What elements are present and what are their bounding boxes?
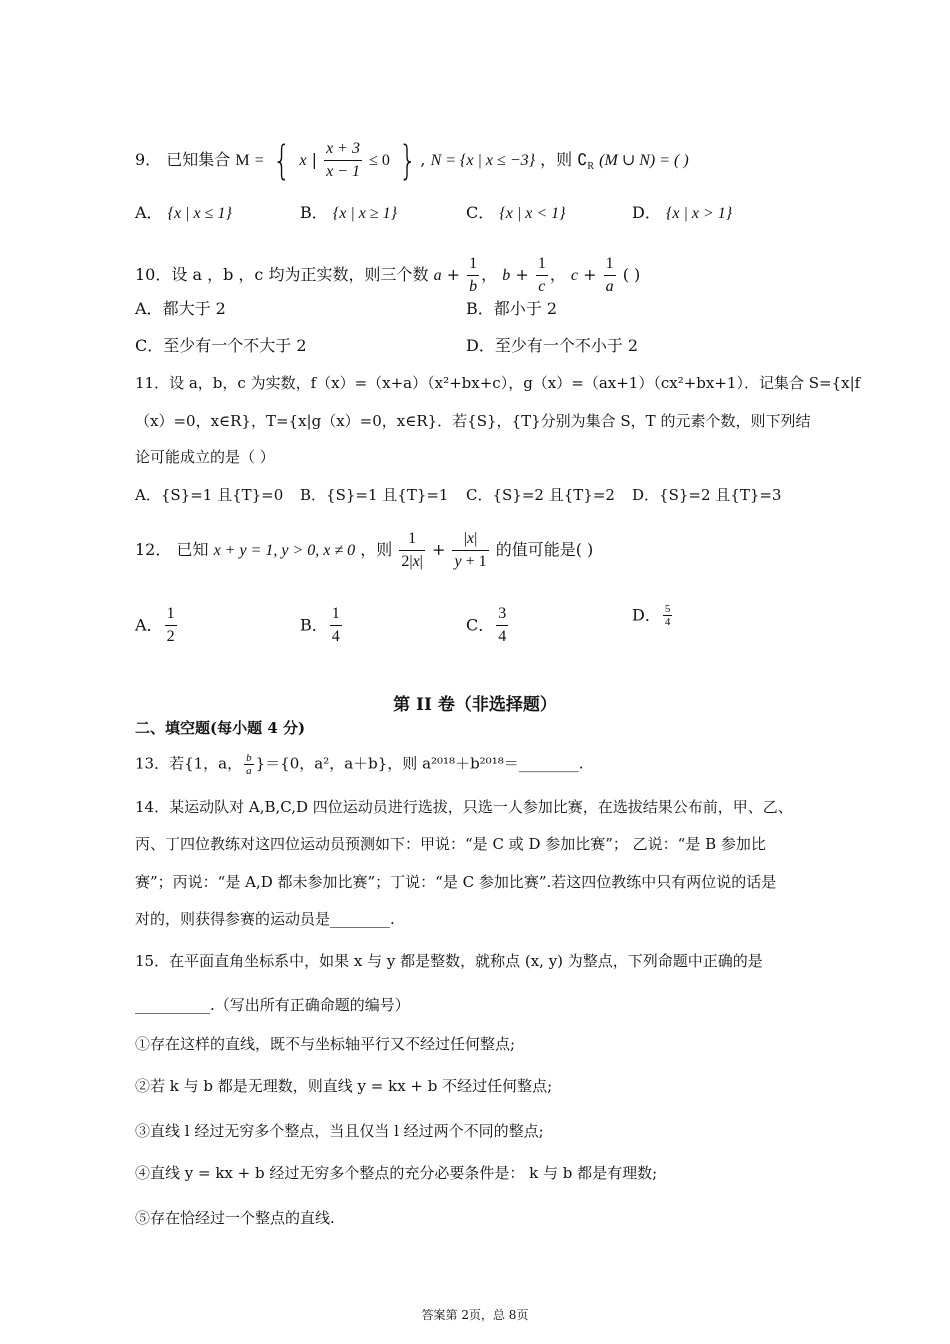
q12-frac-1: $\frac{1}{2|x|}$: [401, 530, 423, 570]
q15-item-4: ④直线 y = kx + b 经过无穷多个整点的充分必要条件是： k 与 b 都是有理数;: [135, 1164, 658, 1182]
q9-number: 9．: [135, 150, 162, 169]
q9-option-a: A． {x | x ≤ 1}: [135, 203, 232, 222]
q12-stem: 12． 已知 x + y = 1, y > 0, x ≠ 0 ，则 $\frac{1}{2|x|}$ + $\frac{|x|}{y + 1}$ 的值可能是( ): [135, 528, 593, 573]
q12-text-a: 已知: [176, 540, 209, 559]
q9-option-c: C． {x | x < 1}: [466, 203, 566, 222]
q15-item-3: ③直线 l 经过无穷多个整点，当且仅当 l 经过两个不同的整点;: [135, 1122, 544, 1140]
q11-option-c: C．{S}=2 且{T}=2: [466, 486, 615, 504]
q11-option-a: A．{S}=1 且{T}=0: [135, 486, 284, 504]
q14-line-1: 14．某运动队对 A,B,C,D 四位运动员进行选拔，只选一人参加比赛，在选拔结果公布前，甲、乙、: [135, 798, 793, 816]
q10-option-a: A．都大于 2: [135, 299, 226, 318]
q9-text-b: ，则: [540, 150, 573, 169]
q11-line-1: 11．设 a，b，c 为实数，f（x）=（x+a）（x²+bx+c），g（x）=（ax+1）（cx²+bx+1）．记集合 S={x|f: [135, 374, 861, 392]
q12-text-c: 的值可能是( ): [495, 540, 594, 559]
q13-prefix: 13．若{1，a，: [135, 754, 243, 773]
q10-frac-1: $\frac{1}{b}$: [469, 255, 478, 295]
section-title: 第 II 卷（非选择题）: [393, 695, 557, 715]
q12-frac-2: $\frac{|x|}{y + 1}$: [454, 530, 487, 570]
page-footer: 答案第 2页，总 8页: [421, 1308, 529, 1322]
q9-fraction: $\frac{x + 3}{x - 1}$: [326, 140, 360, 180]
q15-line-1: 15．在平面直角坐标系中，如果 x 与 y 都是整数，就称点 (x, y) 为整点，下列命题中正确的是: [135, 952, 763, 970]
q10-option-d: D．至少有一个不小于 2: [466, 336, 639, 355]
q9-option-b: B． {x | x ≥ 1}: [300, 203, 398, 222]
section-subtitle: 二、填空题(每小题 4 分): [135, 719, 306, 737]
q12-option-b: B． $\frac{1}{4}$: [300, 605, 340, 645]
q10-tail: ( ): [622, 265, 641, 284]
q13-middle: }＝{0，a²，a＋b}，则 a²⁰¹⁸＋b²⁰¹⁸＝________.: [255, 754, 584, 773]
q11-line-2: （x）=0，x∈R}，T={x|g（x）=0，x∈R}．若{S}，{T}分别为集合 S，T 的元素个数，则下列结: [135, 412, 811, 430]
q11-option-b: B．{S}=1 且{T}=1: [300, 486, 449, 504]
left-brace: {: [272, 137, 291, 184]
q12-option-a: A． $\frac{1}{2}$: [135, 605, 175, 645]
q14-line-4: 对的，则获得参赛的运动员是________.: [135, 910, 395, 928]
right-brace: }: [398, 137, 417, 184]
q15-line-2: __________.（写出所有正确命题的编号）: [135, 996, 410, 1014]
complement-symbol: ∁: [577, 152, 588, 169]
q10-stem: 10．设 a ，b ，c 均为正实数，则三个数 a + $\frac{1}{b}$ ， b + $\frac{1}{c}$ ， c + $\frac{1}{a}$ ( ): [135, 253, 640, 298]
q15-item-5: ⑤存在恰经过一个整点的直线.: [135, 1209, 335, 1227]
q15-item-2: ②若 k 与 b 都是无理数，则直线 y = kx + b 不经过任何整点;: [135, 1077, 553, 1095]
q11-line-3: 论可能成立的是（ ）: [135, 448, 275, 466]
q12-option-d: D． $\frac{5}{4}$: [632, 603, 671, 628]
q11-option-d: D．{S}=2 且{T}=3: [632, 486, 782, 504]
q10-number: 10．: [135, 265, 172, 284]
q12-condition: x + y = 1, y > 0, x ≠ 0: [213, 542, 356, 559]
q12-text-b: ，则: [360, 540, 393, 559]
q10-frac-3: $\frac{1}{a}$: [605, 255, 614, 295]
q9-expr: (M ∪ N) = ( ): [599, 152, 689, 169]
q12-number: 12．: [135, 540, 172, 559]
q12-option-c: C． $\frac{3}{4}$: [466, 605, 507, 645]
q9-set-m: M: [235, 152, 250, 169]
q10-text: 设 a ，b ，c 均为正实数，则三个数: [171, 265, 429, 284]
q9-text-a: 已知集合: [166, 150, 231, 169]
q13-frac: $\frac{b}{a}$: [246, 752, 252, 777]
q9-set-n: N = {x | x ≤ −3}: [430, 152, 536, 169]
q14-line-3: 赛”；丙说：“是 A,D 都未参加比赛”；丁说：“是 C 参加比赛”.若这四位教练中只有两位说的话是: [135, 873, 777, 891]
q9-option-d: D． {x | x > 1}: [632, 203, 733, 222]
q10-option-c: C．至少有一个不大于 2: [135, 336, 307, 355]
q14-line-2: 丙、丁四位教练对这四位运动员预测如下：甲说：“是 C 或 D 参加比赛”； 乙说：“是 B 参加比: [135, 835, 766, 853]
q13-line: [135, 752, 584, 777]
q10-option-b: B．都小于 2: [466, 299, 558, 318]
q9-cond-tail: ≤ 0: [369, 152, 390, 169]
q9-stem: 9． 已知集合 M = { x | $\frac{x + 3}{x - 1}$ ≤ 0 } , N = {x | x ≤ −3} ，则 $∁_R$ (M ∪ N) = ( ): [135, 137, 689, 184]
q15-item-1: ①存在这样的直线，既不与坐标轴平行又不经过任何整点;: [135, 1035, 516, 1053]
complement-sub: R: [587, 161, 595, 173]
q10-frac-2: $\frac{1}{c}$: [537, 255, 546, 295]
